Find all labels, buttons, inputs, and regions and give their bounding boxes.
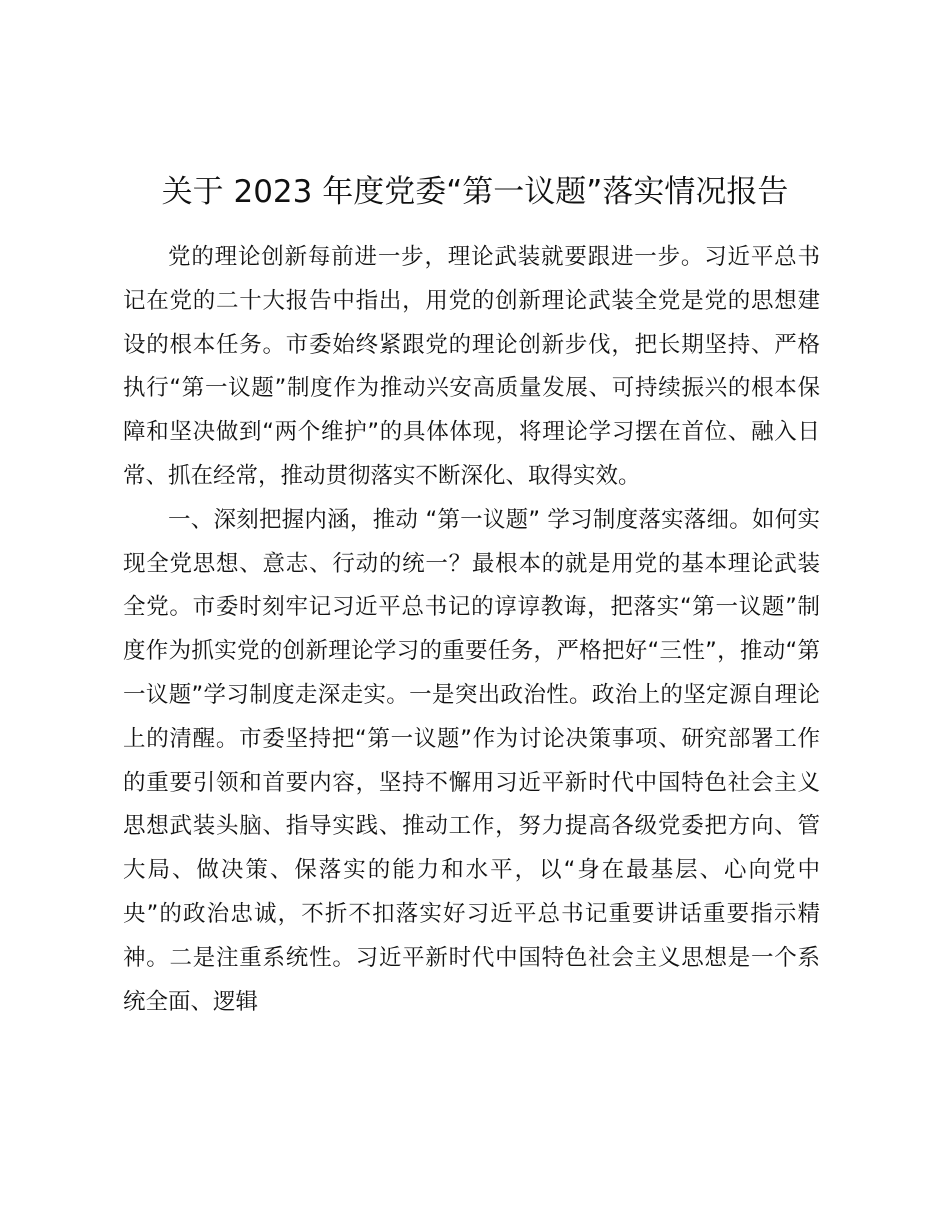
paragraph-intro: 党的理论创新每前进一步，理论武装就要跟进一步。习近平总书记在党的二十大报告中指出，用党的创新理论武装全党是党的思想建设的根本任务。市委始终紧跟党的理论创新步伐，把长期坚持、严格执行“第一议题”制度作为推动兴安高质量发展、可持续振兴的根本保障和坚决做到“两个维护”的具体体现，将理论学习摆在首位、融入日常、抓在经常，推动贯彻落实不断深化、取得实效。 <box>123 244 820 489</box>
document-title: 关于 2023 年度党委“第一议题”落实情况报告 <box>161 174 789 210</box>
paragraph-section-one: 一、深刻把握内涵，推动 “第一议题” 学习制度落实落细。如何实现全党思想、意志、行动的统一？最根本的就是用党的基本理论武装全党。市委时刻牢记习近平总书记的谆谆教诲，把落实“第一议题”制度作为抓实党的创新理论学习的重要任务，严格把好“三性”，推动“第一议题”学习制度走深走实。一是突出政治性。政治上的坚定源自理论上的清醒。市委坚持把“第一议题”作为讨论决策事项、研究部署工作的重要引领和首要内容，坚持不懈用习近平新时代中国特色社会主义思想武装头脑、指导实践、推动工作，努力提高各级党委把方向、管大局、做决策、保落实的能力和水平，以“身在最基层、心向党中央”的政治忠诚，不折不扣落实好习近平总书记重要讲话重要指示精神。二是注重系统性。习近平新时代中国特色社会主义思想是一个系统全面、逻辑 <box>123 506 820 1015</box>
document-body <box>123 236 820 1024</box>
